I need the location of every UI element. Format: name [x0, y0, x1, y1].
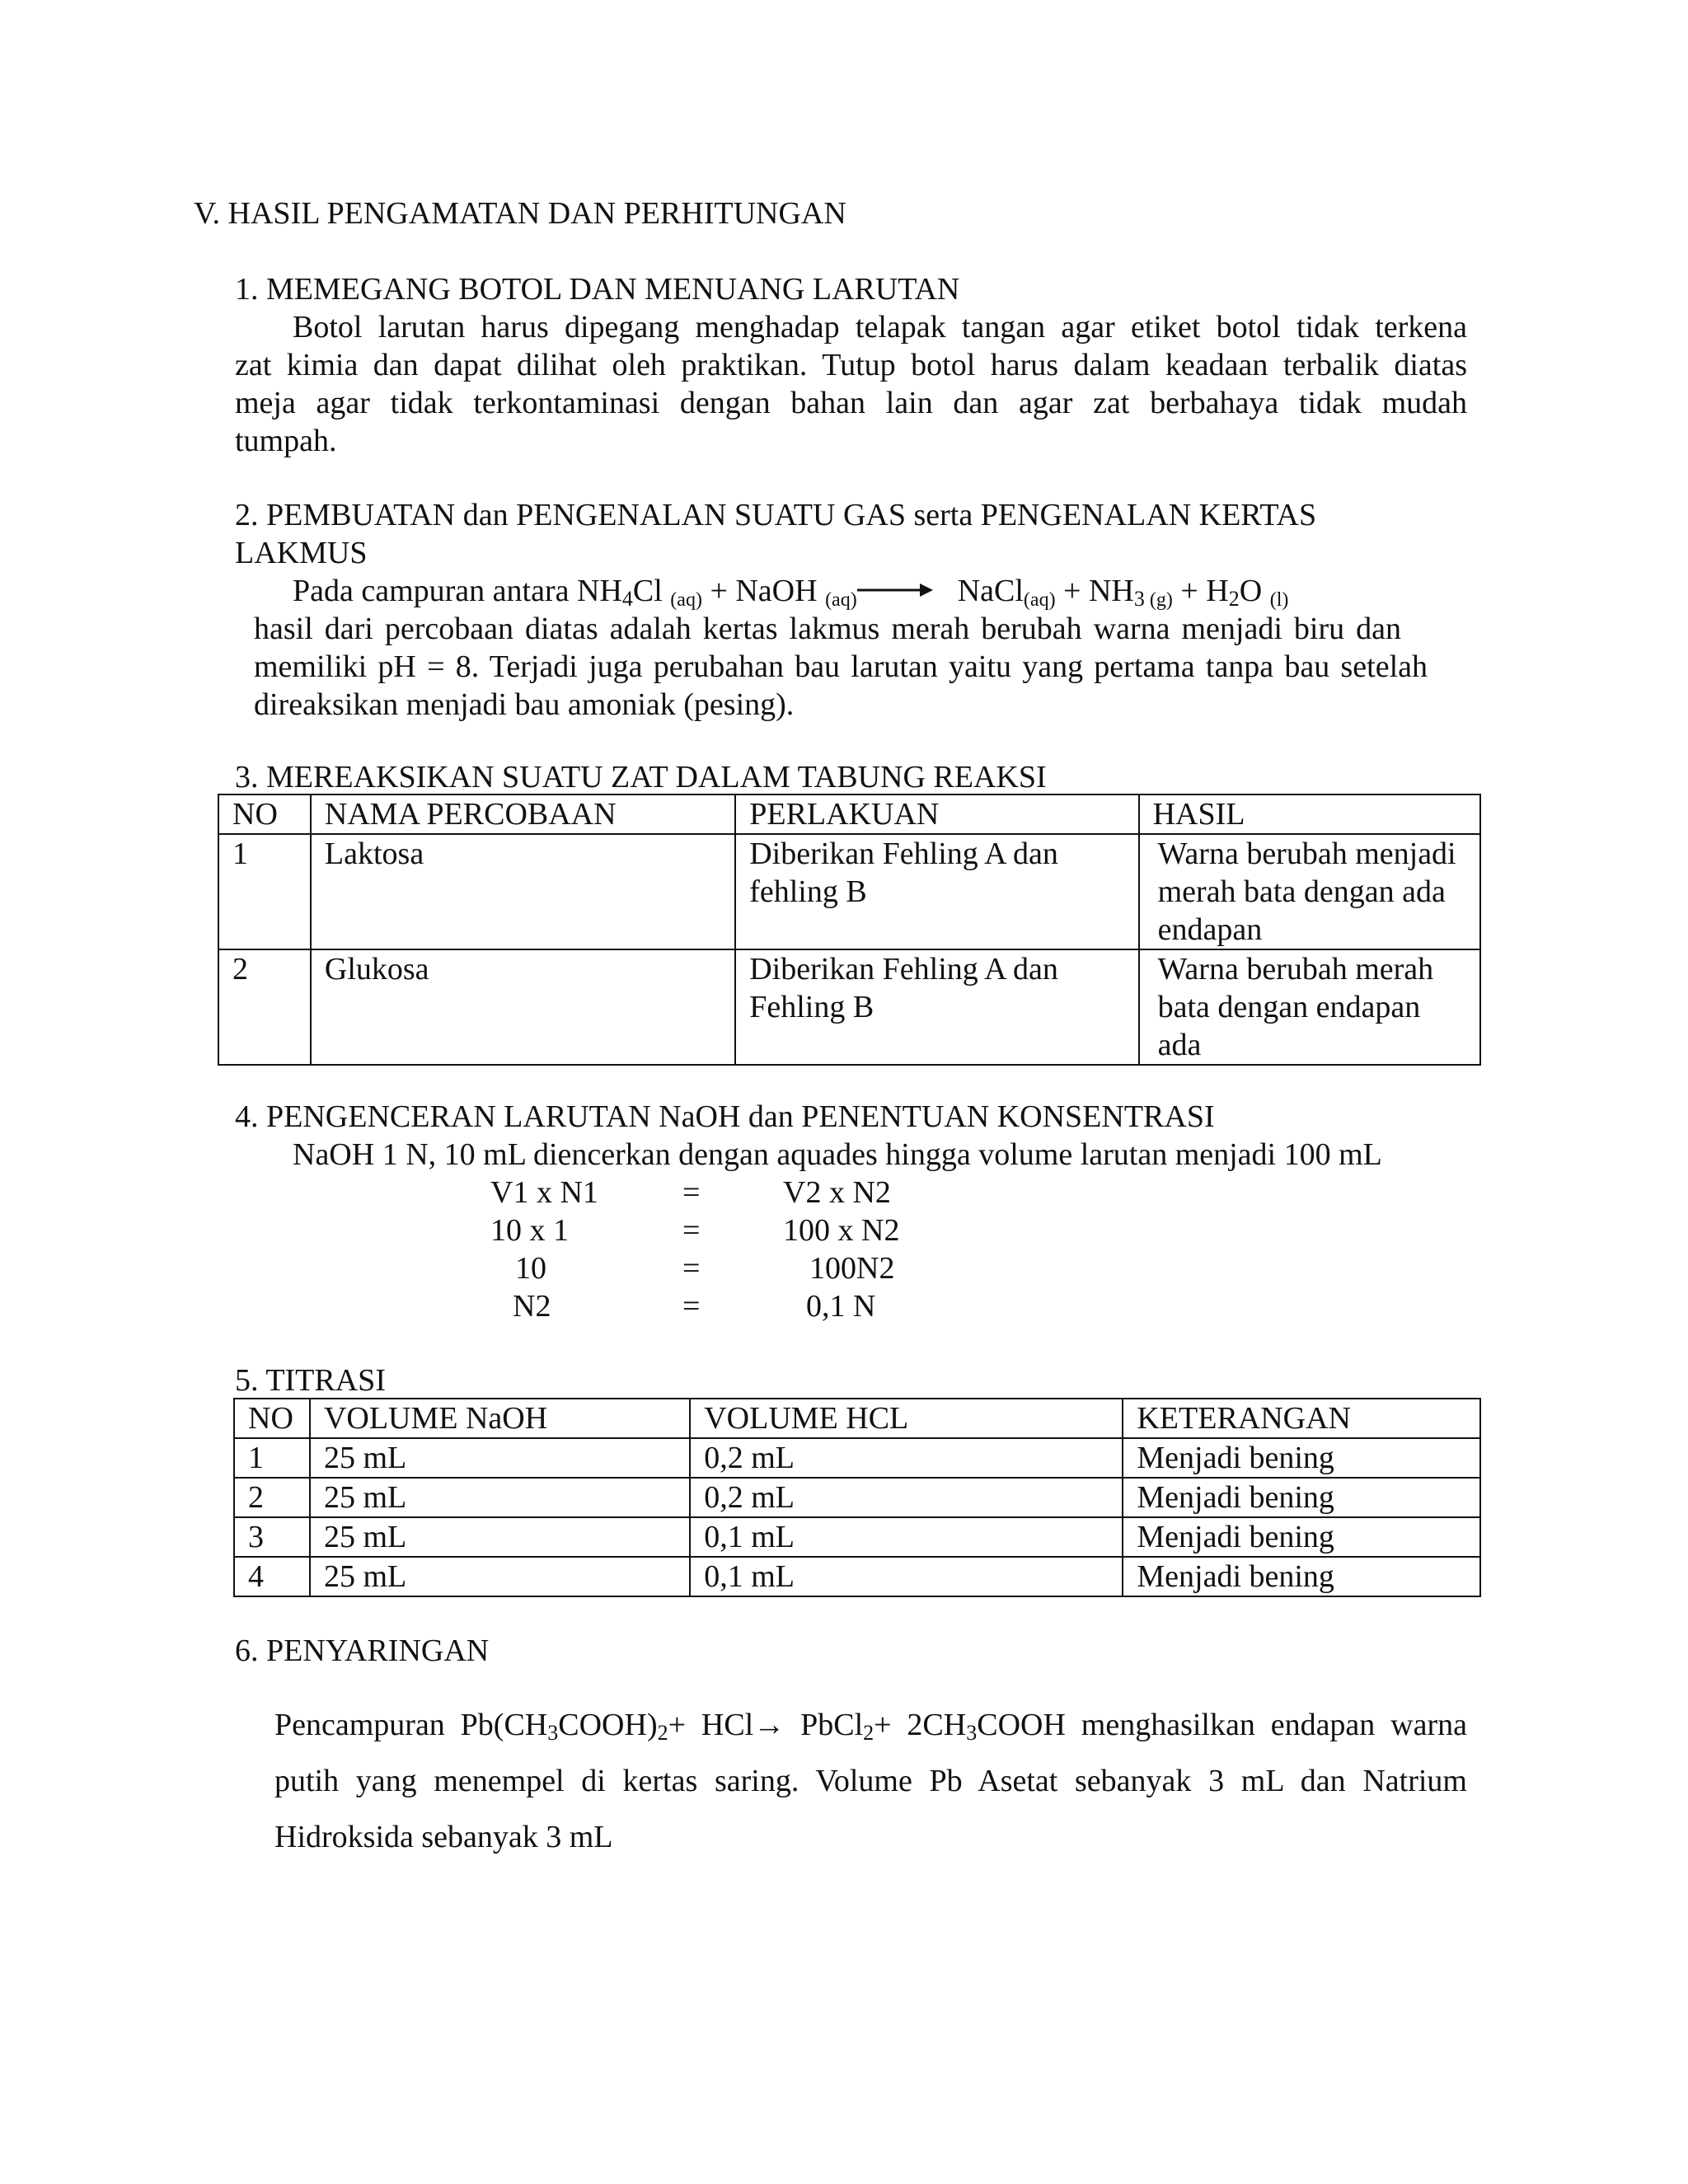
section-1-line-4: tumpah. — [235, 424, 337, 458]
cell-no: 3 — [234, 1517, 310, 1557]
cell-perlakuan: Diberikan Fehling A dan fehling B — [735, 834, 1138, 949]
reaction-equation: Pada campuran antara $NH_4Cl$ $_{(aq)}$ + NaOH $_{(aq)}$ NaCl$_{(aq)}$ + $NH_3$ $_{(g)} + H_2O$ $_{(l)}$ — [293, 574, 1289, 611]
section-2-line-3: direaksikan menjadi bau amoniak (pesing). — [254, 687, 795, 722]
table-row — [218, 834, 1480, 949]
cell-no: 1 — [234, 1438, 310, 1478]
cell-no: 4 — [234, 1557, 310, 1596]
section-2-title-cont: LAKMUS — [235, 536, 368, 570]
cell-nama: Glukosa — [311, 949, 735, 1065]
cell-keterangan: Menjadi bening — [1123, 1438, 1480, 1478]
section-6-line-3: Hidroksida sebanyak 3 mL — [274, 1820, 613, 1854]
cell-no: 2 — [234, 1478, 310, 1517]
calc-equals: = — [682, 1213, 701, 1248]
section-5-title: 5. TITRASI — [235, 1363, 386, 1398]
calc-equals: = — [682, 1175, 701, 1210]
calc-left: 10 — [515, 1251, 546, 1286]
header-hasil: HASIL — [1139, 794, 1480, 834]
section-3-title: 3. MEREAKSIKAN SUATU ZAT DALAM TABUNG REAKSI — [235, 760, 1047, 794]
calc-right: 100N2 — [809, 1251, 895, 1286]
cell-keterangan: Menjadi bening — [1123, 1517, 1480, 1557]
header-perlakuan: PERLAKUAN — [735, 794, 1138, 834]
calc-left: N2 — [513, 1289, 551, 1324]
calc-right: 100 x N2 — [783, 1213, 900, 1248]
cell-volume-hcl: 0,1 mL — [690, 1557, 1123, 1596]
cell-volume-hcl: 0,2 mL — [690, 1438, 1123, 1478]
calc-equals: = — [682, 1289, 701, 1324]
cell-no: 2 — [218, 949, 311, 1065]
cell-keterangan: Menjadi bening — [1123, 1478, 1480, 1517]
cell-keterangan: Menjadi bening — [1123, 1557, 1480, 1596]
cell-volume-naoh: 25 mL — [310, 1438, 690, 1478]
header-nama-percobaan: NAMA PERCOBAAN — [311, 794, 735, 834]
calc-right: V2 x N2 — [783, 1175, 891, 1210]
cell-no: 1 — [218, 834, 311, 949]
section-1-line-3: meja agar tidak terkontaminasi dengan bahan lain dan agar zat berbahaya tidak mudah — [235, 386, 1467, 420]
cell-perlakuan: Diberikan Fehling A dan Fehling B — [735, 949, 1138, 1065]
cell-volume-naoh: 25 mL — [310, 1478, 690, 1517]
cell-hasil: Warna berubah merah bata dengan endapan ada — [1139, 949, 1480, 1065]
section-6-line-2: putih yang menempel di kertas saring. Volume Pb Asetat sebanyak 3 mL dan Natrium — [274, 1764, 1467, 1798]
table-header-row — [218, 794, 1480, 834]
cell-volume-naoh: 25 mL — [310, 1517, 690, 1557]
page-heading: V. HASIL PENGAMATAN DAN PERHITUNGAN — [194, 196, 846, 231]
reaction-table — [218, 794, 1481, 1066]
section-2-line-1: hasil dari percobaan diatas adalah kertas lakmus merah berubah warna menjadi biru dan — [254, 612, 1401, 646]
section-2-line-2: memiliki pH = 8. Terjadi juga perubahan bau larutan yaitu yang pertama tanpa bau setelah — [254, 649, 1428, 684]
cell-nama: Laktosa — [311, 834, 735, 949]
table-row — [234, 1557, 1480, 1596]
cell-hasil: Warna berubah menjadi merah bata dengan ada endapan — [1139, 834, 1480, 949]
section-1-title: 1. MEMEGANG BOTOL DAN MENUANG LARUTAN — [235, 272, 960, 307]
section-1-line-2: zat kimia dan dapat dilihat oleh praktikan. Tutup botol harus dalam keadaan terbalik diatas — [235, 348, 1467, 382]
cell-volume-naoh: 25 mL — [310, 1557, 690, 1596]
header-no: NO — [218, 794, 311, 834]
header-volume-hcl: VOLUME HCL — [690, 1399, 1123, 1438]
cell-volume-hcl: 0,1 mL — [690, 1517, 1123, 1557]
titration-table — [233, 1398, 1481, 1597]
section-4-line: NaOH 1 N, 10 mL diencerkan dengan aquades hingga volume larutan menjadi 100 mL — [293, 1137, 1382, 1172]
calc-equals: = — [682, 1251, 701, 1286]
section-6-title: 6. PENYARINGAN — [235, 1633, 490, 1668]
header-volume-naoh: VOLUME NaOH — [310, 1399, 690, 1438]
calc-left: 10 x 1 — [490, 1213, 569, 1248]
section-4-title: 4. PENGENCERAN LARUTAN NaOH dan PENENTUAN KONSENTRASI — [235, 1099, 1215, 1134]
section-1-line-1: Botol larutan harus dipegang menghadap telapak tangan agar etiket botol tidak terkena — [293, 310, 1467, 344]
reaction-arrow-icon — [857, 578, 933, 602]
calc-left: V1 x N1 — [490, 1175, 598, 1210]
table-header-row — [234, 1399, 1480, 1438]
table-row — [234, 1438, 1480, 1478]
section-6-equation-line: Pencampuran $Pb(CH_3COOH)_2+ HCl\to$ PbCl$_2$+ $2CH_3COOH$ menghasilkan endapan warna — [274, 1708, 1467, 1745]
table-row — [234, 1478, 1480, 1517]
section-2-title: 2. PEMBUATAN dan PENGENALAN SUATU GAS serta PENGENALAN KERTAS — [235, 498, 1317, 532]
table-row — [234, 1517, 1480, 1557]
cell-volume-hcl: 0,2 mL — [690, 1478, 1123, 1517]
header-keterangan: KETERANGAN — [1123, 1399, 1480, 1438]
table-row — [218, 949, 1480, 1065]
calc-right: 0,1 N — [806, 1289, 876, 1324]
header-no: NO — [234, 1399, 310, 1438]
